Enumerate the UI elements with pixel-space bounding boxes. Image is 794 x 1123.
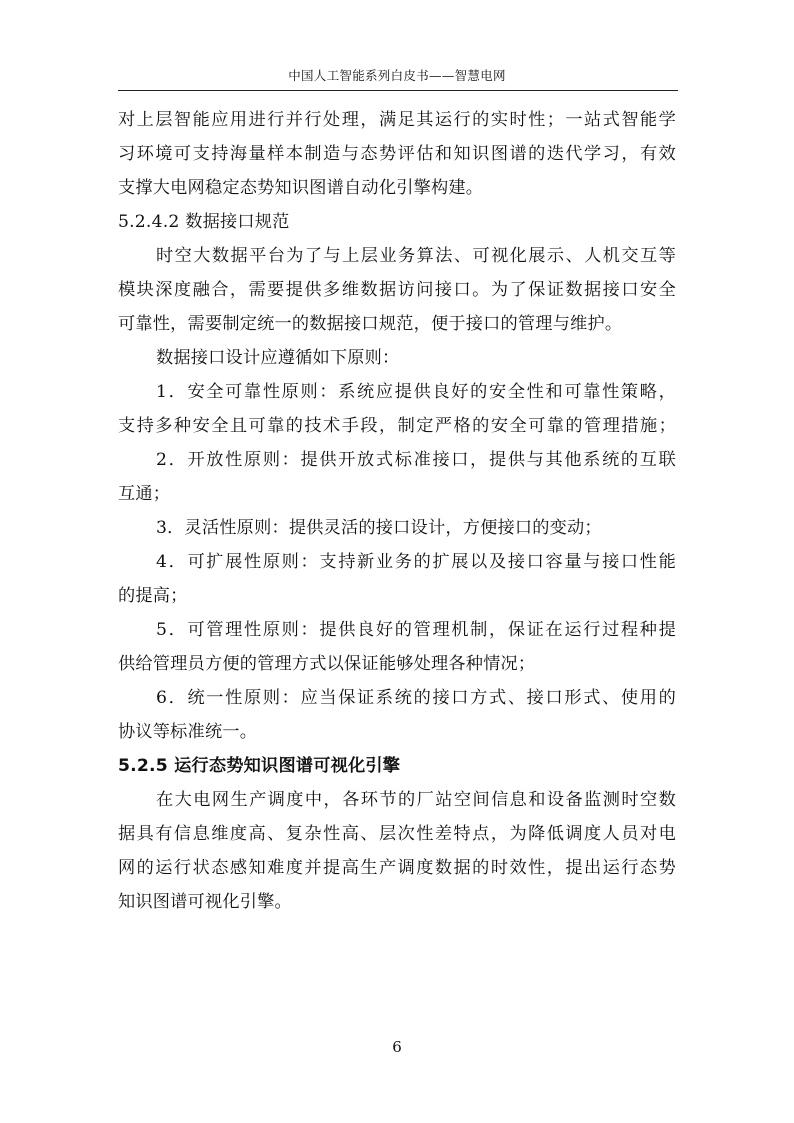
list-item-line: 协议等标准统一。 xyxy=(118,722,258,742)
running-header: 中国人工智能系列白皮书——智慧电网 xyxy=(288,68,506,83)
page-number: 6 xyxy=(392,1038,402,1056)
section-heading-5-2-4-2: 5.2.4.2 数据接口规范 xyxy=(118,212,290,232)
list-item-line: 支持多种安全且可靠的技术手段，制定严格的安全可靠的管理措施； xyxy=(118,416,676,436)
list-item-line: 5．可管理性原则：提供良好的管理机制，保证在运行过程种提 xyxy=(156,620,676,640)
section-heading-5-2-5: 5.2.5 运行态势知识图谱可视化引擎 xyxy=(118,756,401,776)
list-item-line: 互通； xyxy=(118,484,171,504)
paragraph-line: 支撑大电网稳定态势知识图谱自动化引擎构建。 xyxy=(118,178,484,198)
paragraph-line: 对上层智能应用进行并行处理，满足其运行的实时性；一站式智能学 xyxy=(118,110,676,130)
paragraph-line: 据具有信息维度高、复杂性高、层次性差特点，为降低调度人员对电 xyxy=(118,824,676,844)
list-item-line: 的提高； xyxy=(118,586,188,606)
paragraph-line: 模块深度融合，需要提供多维数据访问接口。为了保证数据接口安全 xyxy=(118,280,676,300)
list-item-line: 1．安全可靠性原则：系统应提供良好的安全性和可靠性策略， xyxy=(156,382,676,402)
paragraph-line: 数据接口设计应遵循如下原则： xyxy=(156,348,400,368)
paragraph-line: 习环境可支持海量样本制造与态势评估和知识图谱的迭代学习，有效 xyxy=(118,144,676,164)
list-item-line: 2．开放性原则：提供开放式标准接口，提供与其他系统的互联 xyxy=(156,450,676,470)
list-item-line: 6．统一性原则：应当保证系统的接口方式、接口形式、使用的 xyxy=(156,688,676,708)
list-item-line: 3．灵活性原则：提供灵活的接口设计，方便接口的变动； xyxy=(156,518,602,538)
document-body xyxy=(118,103,676,919)
list-item-line: 4．可扩展性原则：支持新业务的扩展以及接口容量与接口性能 xyxy=(156,552,676,572)
paragraph-line: 时空大数据平台为了与上层业务算法、可视化展示、人机交互等 xyxy=(156,246,676,266)
header-divider xyxy=(118,90,678,91)
paragraph-line: 网的运行状态感知难度并提高生产调度数据的时效性，提出运行态势 xyxy=(118,858,676,878)
paragraph-line: 知识图谱可视化引擎。 xyxy=(118,892,292,912)
paragraph-line: 在大电网生产调度中，各环节的厂站空间信息和设备监测时空数 xyxy=(156,790,676,810)
list-item-line: 供给管理员方便的管理方式以保证能够处理各种情况； xyxy=(118,654,536,674)
paragraph-line: 可靠性，需要制定统一的数据接口规范，便于接口的管理与维护。 xyxy=(118,314,623,334)
